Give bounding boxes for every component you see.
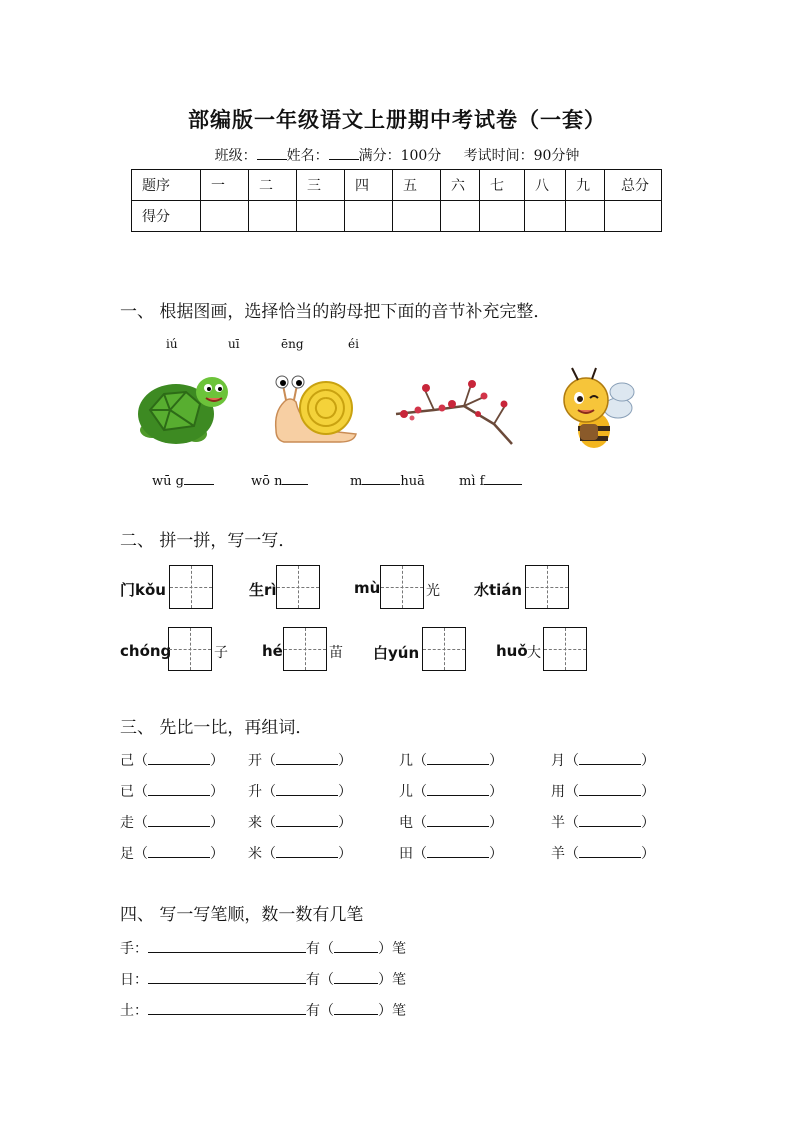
- answer-blank[interactable]: [579, 752, 641, 765]
- stroke-order-blank[interactable]: [148, 940, 306, 953]
- name-label: 姓名：: [286, 148, 329, 164]
- compare-item: 足（ ）: [120, 846, 224, 862]
- answer-blank[interactable]: [427, 783, 489, 796]
- answer-blank[interactable]: [276, 845, 338, 858]
- pinyin-option: ēng: [281, 337, 304, 351]
- score-cell[interactable]: [249, 201, 297, 232]
- stroke-count-blank[interactable]: [334, 971, 378, 984]
- answer-blank[interactable]: [276, 814, 338, 827]
- word-suffix: 大: [527, 645, 541, 661]
- section3-title: 三、 先比一比，再组词．: [120, 718, 313, 738]
- pinyin-word: 白yún: [373, 644, 420, 662]
- compare-item: 升（ ）: [248, 784, 352, 800]
- name-blank[interactable]: [329, 145, 359, 160]
- score-header-cell: 三: [297, 170, 345, 201]
- section1-title: 一、 根据图画，选择恰当的韵母把下面的音节补充完整．: [120, 302, 551, 322]
- exam-info: [0, 145, 794, 165]
- score-header-cell: 五: [393, 170, 441, 201]
- compare-item: 半（ ）: [551, 815, 655, 831]
- score-cell[interactable]: [525, 201, 566, 232]
- compare-item: 田（ ）: [399, 846, 503, 862]
- score-header-cell: 六: [441, 170, 480, 201]
- score-cell[interactable]: [605, 201, 662, 232]
- answer-blank[interactable]: [148, 783, 210, 796]
- score-cell[interactable]: [393, 201, 441, 232]
- score-cell[interactable]: [201, 201, 249, 232]
- score-header-cell: 九: [566, 170, 605, 201]
- fill-blank[interactable]: [484, 472, 522, 485]
- score-header-cell: 七: [480, 170, 525, 201]
- compare-item: 用（ ）: [551, 784, 655, 800]
- pinyin-word: 生rì: [249, 581, 277, 599]
- class-blank[interactable]: [257, 145, 287, 160]
- tianzige-box[interactable]: [543, 627, 587, 671]
- stroke-order-blank[interactable]: [148, 971, 306, 984]
- pinyin-word: huǒ: [496, 642, 528, 660]
- answer-blank[interactable]: [148, 814, 210, 827]
- score-cell[interactable]: [566, 201, 605, 232]
- snail-image: [270, 372, 362, 447]
- pinyin-word: 水tián: [474, 581, 523, 599]
- tianzige-box[interactable]: [276, 565, 320, 609]
- pinyin-option: éi: [348, 337, 359, 351]
- compare-item: 来（ ）: [248, 815, 352, 831]
- pinyin-option: uī: [228, 337, 240, 351]
- compare-item: 月（ ）: [551, 753, 655, 769]
- answer-blank[interactable]: [148, 845, 210, 858]
- answer-blank[interactable]: [148, 752, 210, 765]
- score-cell[interactable]: [297, 201, 345, 232]
- plum-blossom-image: [394, 374, 518, 446]
- score-table: [131, 169, 662, 232]
- answer-blank[interactable]: [579, 845, 641, 858]
- score-header-cell: 四: [345, 170, 393, 201]
- turtle-image: [134, 368, 232, 448]
- score-cell[interactable]: [441, 201, 480, 232]
- fill-item-1: wū g: [152, 472, 214, 489]
- fill-item-2: wō n: [251, 472, 308, 489]
- answer-blank[interactable]: [427, 752, 489, 765]
- score-header-cell: 二: [249, 170, 297, 201]
- pinyin-word: mù: [354, 579, 381, 597]
- compare-item: 米（ ）: [248, 846, 352, 862]
- stroke-item: 日： 有（ ）笔: [120, 972, 406, 988]
- tianzige-box[interactable]: [422, 627, 466, 671]
- tianzige-box[interactable]: [168, 627, 212, 671]
- answer-blank[interactable]: [427, 814, 489, 827]
- compare-item: 电（ ）: [399, 815, 503, 831]
- answer-blank[interactable]: [579, 814, 641, 827]
- compare-item: 已（ ）: [120, 784, 224, 800]
- score-row: [132, 201, 662, 232]
- score-header-cell: 题序: [132, 170, 201, 201]
- stroke-order-blank[interactable]: [148, 1002, 306, 1015]
- stroke-count-blank[interactable]: [334, 940, 378, 953]
- score-header-row: [132, 170, 662, 201]
- fill-item-4: mì f: [459, 472, 522, 489]
- tianzige-box[interactable]: [525, 565, 569, 609]
- pinyin-word: 门kǒu: [120, 581, 166, 599]
- tianzige-box[interactable]: [283, 627, 327, 671]
- class-label: 班级：: [214, 148, 257, 164]
- word-suffix: 苗: [329, 645, 343, 661]
- word-suffix: 光: [426, 583, 440, 599]
- fill-blank[interactable]: [282, 472, 308, 485]
- answer-blank[interactable]: [427, 845, 489, 858]
- stroke-count-blank[interactable]: [334, 1002, 378, 1015]
- fill-blank[interactable]: [362, 472, 400, 485]
- score-header-cell: 一: [201, 170, 249, 201]
- tianzige-box[interactable]: [169, 565, 213, 609]
- pinyin-word: hé: [262, 642, 283, 660]
- pinyin-option: iú: [166, 337, 178, 351]
- compare-item: 走（ ）: [120, 815, 224, 831]
- compare-item: 几（ ）: [399, 753, 503, 769]
- tianzige-box[interactable]: [380, 565, 424, 609]
- fill-blank[interactable]: [184, 472, 214, 485]
- compare-item: 羊（ ）: [551, 846, 655, 862]
- score-cell[interactable]: [345, 201, 393, 232]
- score-header-cell: 总分: [605, 170, 662, 201]
- stroke-item: 手： 有（ ）笔: [120, 941, 406, 957]
- answer-blank[interactable]: [276, 752, 338, 765]
- score-cell[interactable]: [480, 201, 525, 232]
- answer-blank[interactable]: [579, 783, 641, 796]
- score-row-label: 得分: [132, 201, 201, 232]
- compare-item: 己（ ）: [120, 753, 224, 769]
- section4-title: 四、 写一写笔顺，数一数有几笔: [120, 905, 364, 925]
- compare-item: 儿（ ）: [399, 784, 503, 800]
- exam-time: 考试时间：90分钟: [463, 148, 580, 164]
- score-header-cell: 八: [525, 170, 566, 201]
- word-suffix: 子: [214, 645, 228, 661]
- section2-title: 二、 拼一拼，写一写．: [120, 531, 296, 551]
- full-score: 满分：100分: [358, 148, 442, 164]
- compare-item: 开（ ）: [248, 753, 352, 769]
- bee-image: [552, 366, 636, 454]
- pinyin-word: chóng: [120, 642, 172, 660]
- stroke-item: 土： 有（ ）笔: [120, 1003, 406, 1019]
- answer-blank[interactable]: [276, 783, 338, 796]
- exam-title: 部编版一年级语文上册期中考试卷（一套）: [188, 107, 606, 132]
- fill-item-3: m huā: [350, 474, 425, 489]
